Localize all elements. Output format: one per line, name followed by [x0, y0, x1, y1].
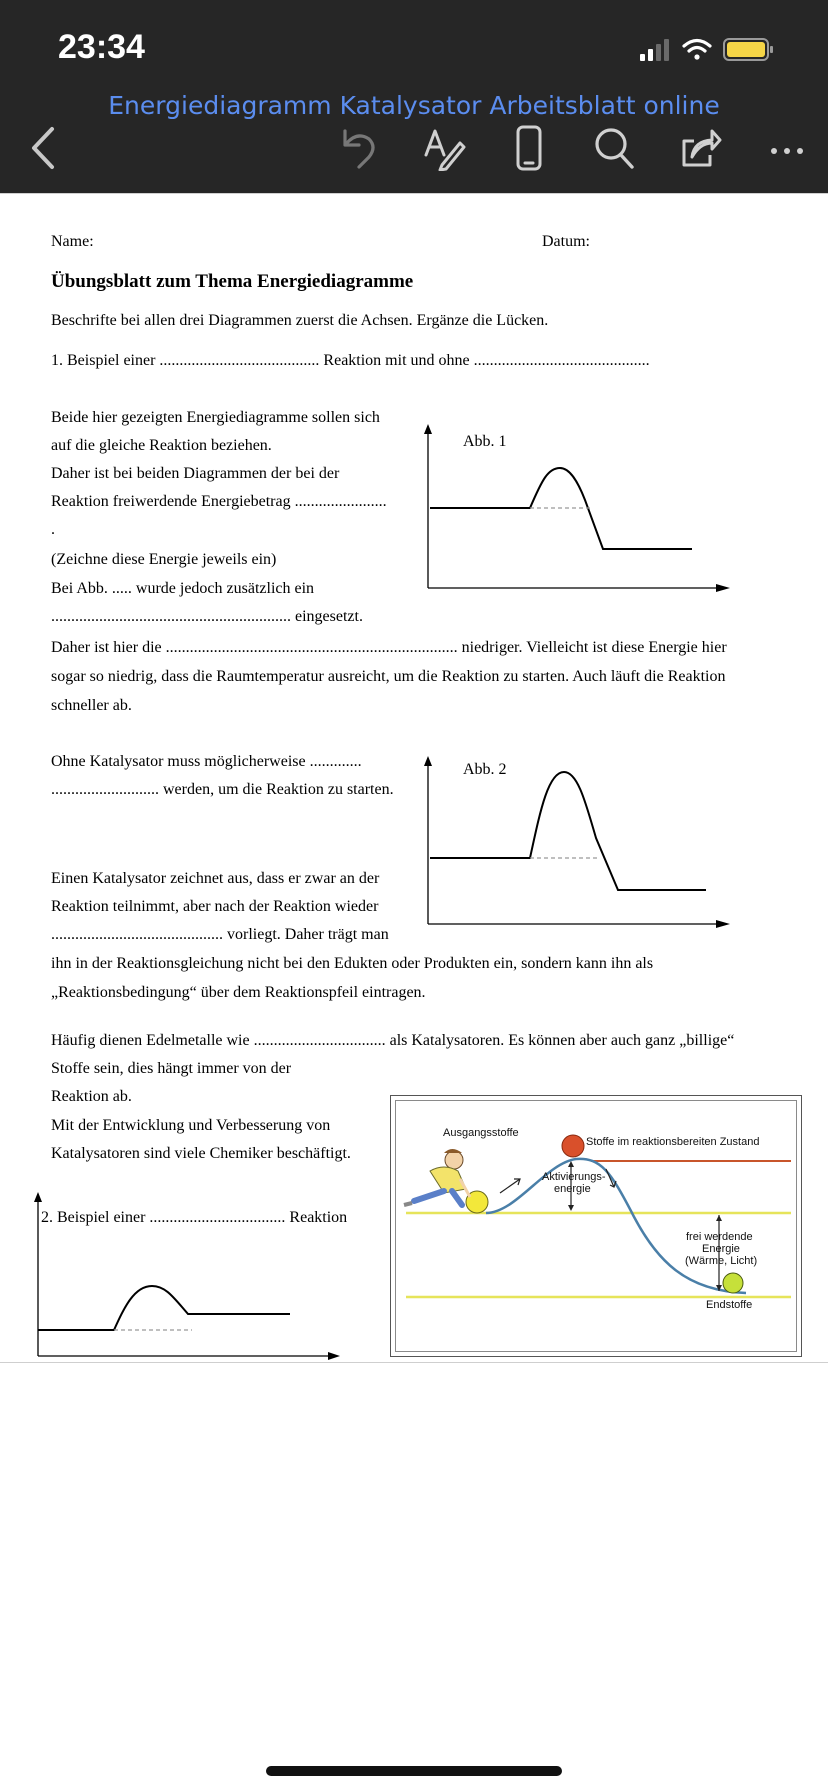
- status-icons: [640, 36, 790, 64]
- para4-line: ihn in der Reaktionsgleichung nicht bei den Edukten oder Produkten ein, sondern kann ihn als: [51, 955, 654, 972]
- para1-line: ............................................................ eingesetzt.: [51, 608, 363, 625]
- instruction-text: Beschrifte bei allen drei Diagrammen zuerst die Achsen. Ergänze die Lücken.: [51, 312, 549, 329]
- label-frei-2: Energie: [702, 1243, 740, 1255]
- para1-line: (Zeichne diese Energie jeweils ein): [51, 551, 277, 568]
- document-page: [0, 193, 828, 1363]
- label-aktivierung-2: energie: [554, 1183, 591, 1195]
- markup-pen-icon[interactable]: [422, 125, 466, 171]
- undo-icon[interactable]: [337, 125, 379, 171]
- signal-icon: [640, 39, 669, 61]
- label-ausgangsstoffe: Ausgangsstoffe: [443, 1127, 519, 1139]
- para4-line: „Reaktionsbedingung“ über dem Reaktionspfeil eintragen.: [51, 984, 426, 1001]
- para5-line: Mit der Entwicklung und Verbesserung von: [51, 1117, 331, 1134]
- more-icon[interactable]: [770, 125, 806, 171]
- share-icon[interactable]: [680, 125, 722, 171]
- para3-line: Ohne Katalysator muss möglicherweise .............: [51, 753, 362, 770]
- activation-energy-illustration: [390, 1095, 802, 1357]
- para3-line: ........................... werden, um die Reaktion zu starten.: [51, 781, 394, 798]
- para1-line: auf die gleiche Reaktion beziehen.: [51, 437, 272, 454]
- para2-line: sogar so niedrig, dass die Raumtemperatur ausreicht, um die Reaktion zu starten. Auch läuft die Reaktion: [51, 668, 726, 685]
- person-figure: [404, 1149, 470, 1205]
- para4-line: Einen Katalysator zeichnet aus, dass er zwar an der: [51, 870, 380, 887]
- para1-line: .: [51, 521, 55, 538]
- date-label: Datum:: [542, 233, 590, 250]
- task1-text: 1. Beispiel einer ........................................ Reaktion mit und ohne ............................................: [51, 352, 650, 369]
- energy-diagram-3: [32, 1186, 352, 1358]
- label-frei-1: frei werdende: [686, 1231, 753, 1243]
- battery-icon: [724, 39, 773, 60]
- para5-line: Stoffe sein, dies hängt immer von der: [51, 1060, 292, 1077]
- para5-line: Katalysatoren sind viele Chemiker beschäftigt.: [51, 1145, 351, 1162]
- figure2-label: Abb. 2: [463, 761, 507, 778]
- label-aktivierung-1: Aktivierungs-: [542, 1171, 606, 1183]
- status-time: 23:34: [58, 28, 145, 66]
- document-title: Energiediagramm Katalysator Arbeitsblatt online: [108, 91, 720, 120]
- label-frei-3: (Wärme, Licht): [685, 1255, 758, 1267]
- label-reaktionsbereit: Stoffe im reaktionsbereiten Zustand: [586, 1136, 760, 1148]
- para5-line: Häufig dienen Edelmetalle wie ................................. als Katalysatoren. Es können aber auch ganz „billige“: [51, 1032, 735, 1049]
- para1-line: Beide hier gezeigten Energiediagramme sollen sich: [51, 409, 380, 426]
- home-indicator[interactable]: [266, 1766, 562, 1776]
- para5-line: Reaktion ab.: [51, 1088, 132, 1105]
- para4-line: Reaktion teilnimmt, aber nach der Reaktion wieder: [51, 898, 379, 915]
- task2-text: 2. Beispiel einer .................................. Reaktion: [41, 1209, 348, 1226]
- back-chevron-icon[interactable]: [28, 125, 58, 171]
- name-label: Name:: [51, 233, 94, 250]
- wifi-icon: [684, 41, 710, 60]
- phone-view-icon[interactable]: [515, 125, 543, 171]
- worksheet-heading: Übungsblatt zum Thema Energiediagramme: [51, 271, 414, 292]
- para1-line: Daher ist bei beiden Diagrammen der bei der: [51, 465, 340, 482]
- search-icon[interactable]: [594, 125, 636, 171]
- figure1-label: Abb. 1: [463, 433, 507, 450]
- para2-line: Daher ist hier die ......................................................................... niedriger. Vielleicht ist diese Energie hier: [51, 639, 727, 656]
- label-endstoffe: Endstoffe: [706, 1299, 753, 1311]
- top-bar: [0, 0, 828, 193]
- para2-line: schneller ab.: [51, 697, 132, 714]
- para1-line: Reaktion freiwerdende Energiebetrag .......................: [51, 493, 387, 510]
- para1-line: Bei Abb. ..... wurde jedoch zusätzlich ein: [51, 580, 315, 597]
- para4-line: ........................................... vorliegt. Daher trägt man: [51, 926, 389, 943]
